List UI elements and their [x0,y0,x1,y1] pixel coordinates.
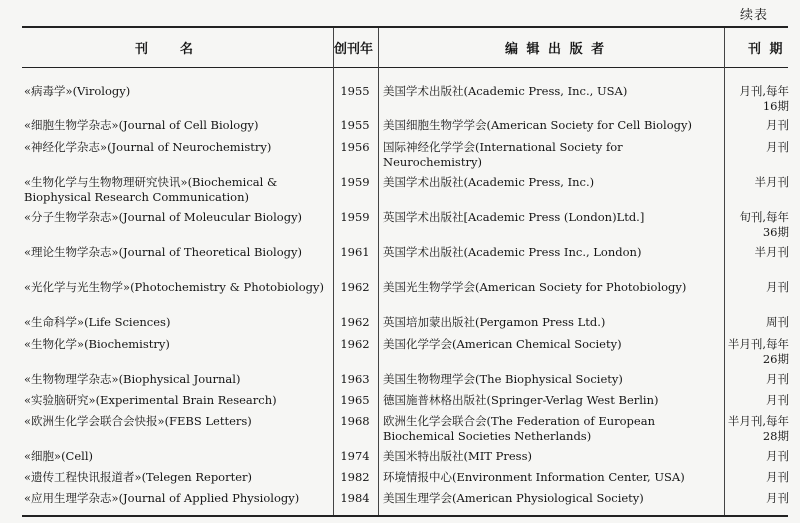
row-year: 1959 [340,175,370,189]
row-frequency: 月刊 [766,393,789,407]
row-year: 1984 [340,491,370,505]
row-title: «细胞»(Cell) [24,449,94,463]
header-publisher: 编 辑 出 版 者 [505,42,607,57]
row-year: 1965 [340,393,370,407]
header-title: 刊 名 [135,42,196,57]
column-divider [333,28,334,515]
row-year: 1962 [340,315,370,329]
row-publisher: 美国细胞生物学学会(American Society for Cell Biology) [383,118,692,132]
row-year: 1959 [340,210,370,224]
continued-label: 续表 [740,8,769,23]
row-frequency: 月刊 [766,470,789,484]
row-title: «应用生理学杂志»(Journal of Applied Physiology) [24,491,300,505]
row-year: 1961 [340,245,370,259]
row-publisher: 美国生物物理学会(The Biophysical Society) [383,372,623,386]
header-frequency: 刊 期 [748,42,785,57]
row-frequency: 月刊 [766,449,789,463]
row-year: 1962 [340,280,370,294]
row-year: 1955 [340,84,370,98]
row-publisher: 美国米特出版社(MIT Press) [383,449,532,463]
row-publisher: 美国生理学会(American Physiological Society) [383,491,644,505]
row-title: «分子生物学杂志»(Journal of Moleucular Biology) [24,210,303,224]
row-year: 1982 [340,470,370,484]
row-title: «病毒学»(Virology) [24,84,131,98]
row-publisher: 美国光生物学学会(American Society for Photobiology) [383,280,687,294]
row-frequency: 月刊 [766,118,789,132]
row-year: 1974 [340,449,370,463]
row-publisher: 欧洲生化学会联合会(The Federation of European Biochemical Societies Netherlands) [383,414,655,443]
row-frequency: 月刊,每年16期 [739,84,789,113]
row-frequency: 半月刊 [754,175,789,189]
row-title: «遗传工程快讯报道者»(Telegen Reporter) [24,470,253,484]
row-publisher: 英国学术出版社[Academic Press (London)Ltd.] [383,210,645,224]
row-publisher: 美国化学学会(American Chemical Society) [383,337,622,351]
row-year: 1955 [340,118,370,132]
header-rule [22,67,788,68]
row-frequency: 半月刊,每年26期 [727,337,789,366]
bottom-rule [22,515,788,517]
row-year: 1968 [340,414,370,428]
row-publisher: 国际神经化学学会(International Society for Neurochemistry) [383,140,623,169]
row-publisher: 英国培加蒙出版社(Pergamon Press Ltd.) [383,315,606,329]
row-publisher: 德国施普林格出版社(Springer-Verlag West Berlin) [383,393,659,407]
top-rule [22,26,788,28]
row-frequency: 半月刊,每年28期 [727,414,789,443]
column-divider [378,28,379,515]
row-frequency: 半月刊 [754,245,789,259]
row-title: «神经化学杂志»(Journal of Neurochemistry) [24,140,272,154]
row-title: «实验脑研究»(Experimental Brain Research) [24,393,277,407]
row-title: «生物化学与生物物理研究快讯»(Biochemical & Biophysical Research Communication) [24,175,278,204]
row-title: «欧洲生化学会联合会快报»(FEBS Letters) [24,414,252,428]
row-title: «光化学与光生物学»(Photochemistry & Photobiology) [24,280,324,294]
row-title: «生命科学»(Life Sciences) [24,315,171,329]
row-year: 1963 [340,372,370,386]
row-frequency: 月刊 [766,280,789,294]
row-year: 1956 [340,140,370,154]
header-year: 创刊年 [334,42,374,57]
row-year: 1962 [340,337,370,351]
row-title: «理论生物学杂志»(Journal of Theoretical Biology) [24,245,302,259]
row-frequency: 月刊 [766,491,789,505]
row-title: «细胞生物学杂志»(Journal of Cell Biology) [24,118,259,132]
row-frequency: 月刊 [766,372,789,386]
row-title: «生物物理学杂志»(Biophysical Journal) [24,372,241,386]
row-frequency: 周刊 [766,315,789,329]
row-frequency: 月刊 [766,140,789,154]
row-publisher: 美国学术出版社(Academic Press, Inc., USA) [383,84,628,98]
row-publisher: 环境情报中心(Environment Information Center, USA) [383,470,685,484]
row-publisher: 美国学术出版社(Academic Press, Inc.) [383,175,595,189]
row-title: «生物化学»(Biochemistry) [24,337,170,351]
row-publisher: 英国学术出版社(Academic Press Inc., London) [383,245,642,259]
row-frequency: 旬刊,每年36期 [739,210,789,239]
